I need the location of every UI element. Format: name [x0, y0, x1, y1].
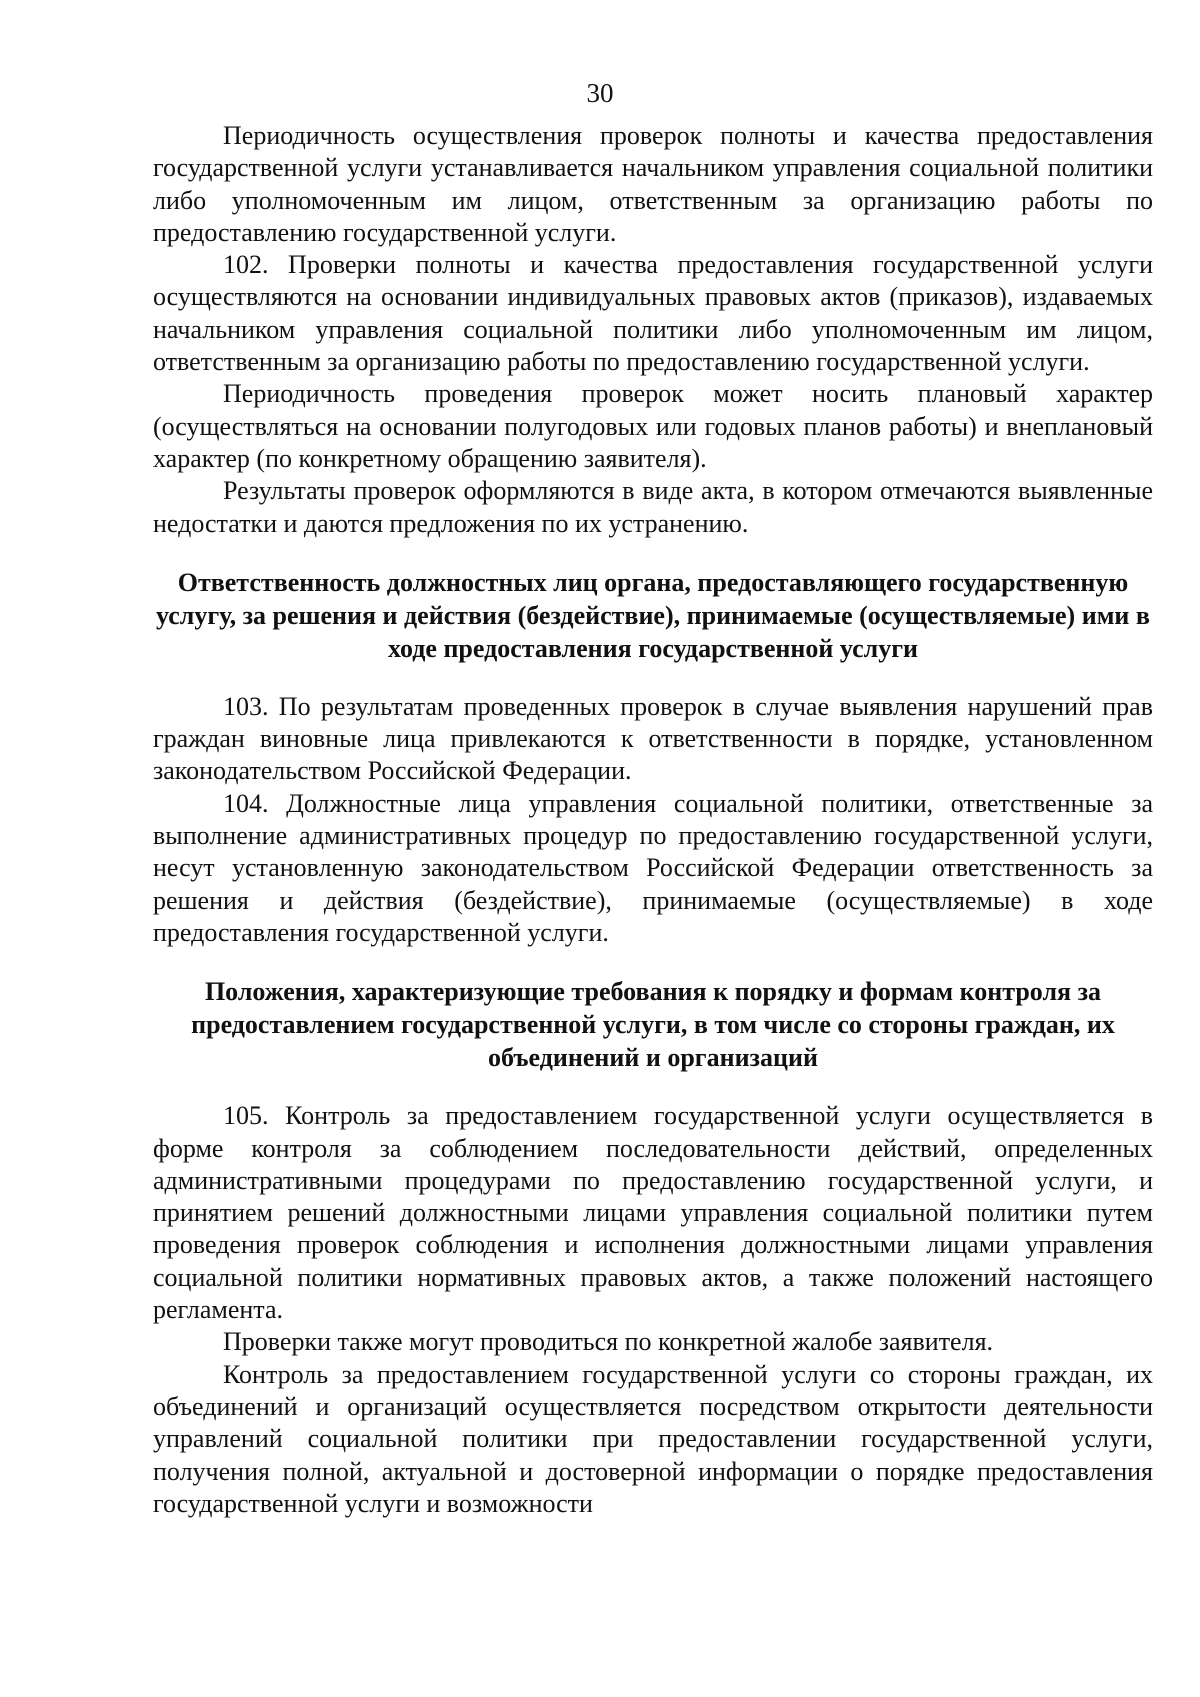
page-number: 30: [586, 78, 614, 108]
document-body: [153, 120, 1153, 1520]
section-heading-responsibility: Ответственность должностных лиц органа, предоставляющего государственную услугу, за решения и действия (бездействие), принимаемые (осуществляемые) ими в ходе предоставления государственной услуги: [156, 567, 1150, 663]
paragraph-inspection-results: Результаты проверок оформляются в виде акта, в котором отмечаются выявленные недостатки и даются предложения по их устранению.: [153, 476, 1153, 538]
paragraph-complaint-inspections: Проверки также могут проводиться по конкретной жалобе заявителя.: [223, 1327, 994, 1357]
paragraph-104: 104. Должностные лица управления социальной политики, ответственные за выполнение административных процедур по предоставлению государственной услуги, несут установленную законодательством Российской Федерации ответственность за решения и действия (бездействие), принимаемые (осуществляемые) в ходе предоставления государственной услуги.: [153, 788, 1153, 947]
section-heading-control-requirements: Положения, характеризующие требования к порядку и формам контроля за предоставлением государственной услуги, в том числе со стороны граждан, их объединений и организаций: [191, 977, 1115, 1073]
spacer: [153, 540, 1153, 566]
paragraph-103: 103. По результатам проведенных проверок в случае выявления нарушений прав граждан виновные лица привлекаются к ответственности в порядке, установленном законодательством Российской Федерации.: [153, 691, 1153, 786]
spacer: [153, 665, 1153, 691]
paragraph-102: 102. Проверки полноты и качества предоставления государственной услуги осуществляются на основании индивидуальных правовых актов (приказов), издаваемых начальником управления социальной политики либо уполномоченным им лицом, ответственным за организацию работы по предоставлению государственной услуги.: [153, 250, 1153, 377]
paragraph-inspection-planning: Периодичность проведения проверок может носить плановый характер (осуществляться на основании полугодовых или годовых планов работы) и внеплановый характер (по конкретному обращению заявителя).: [153, 379, 1153, 473]
paragraph-inspection-frequency: Периодичность осуществления проверок полноты и качества предоставления государственной услуги устанавливается начальником управления социальной политики либо уполномоченным им лицом, ответственным за организацию работы по предоставлению государственной услуги.: [153, 121, 1153, 247]
spacer: [153, 1074, 1153, 1100]
paragraph-public-control: Контроль за предоставлением государственной услуги со стороны граждан, их объединений и организаций осуществляется посредством открытости деятельности управлений социальной политики при предоставлении государственной услуги, получения полной, актуальной и достоверной информации о порядке предоставления государственной услуги и возможности: [153, 1359, 1153, 1518]
paragraph-105: 105. Контроль за предоставлением государственной услуги осуществляется в форме контроля за соблюдением последовательности действий, определенных административными процедурами по предоставлению государственной услуги, и принятием решений должностными лицами управления социальной политики путем проведения проверок соблюдения и исполнения должностными лицами управления социальной политики нормативных правовых актов, а также положений настоящего регламента.: [153, 1101, 1153, 1325]
spacer: [153, 949, 1153, 975]
